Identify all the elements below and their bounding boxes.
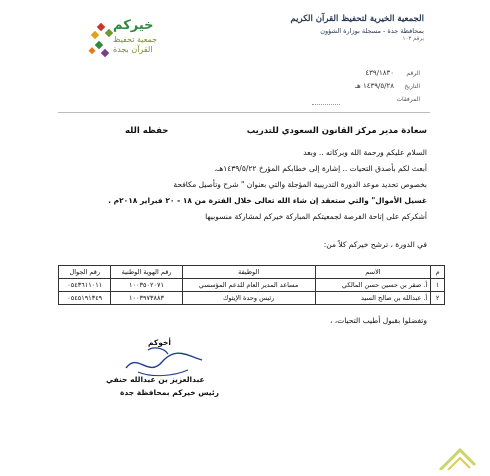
decorative-corner-icon	[420, 420, 480, 470]
letter-date: ١٤٣٩/٥/٢٨ هـ	[354, 82, 394, 90]
addressee: سعادة مدير مركز القانون السعودي للتدريب	[246, 126, 427, 136]
body-line-4: أشكركم على إتاحة الفرصة لجمعيتكم المباركة خيركم لمشاركة منسوبيها	[205, 212, 427, 221]
logo-subtitle-1: جمعية تحفيظ	[113, 35, 158, 44]
col-mobile: رقم الجوال	[59, 266, 111, 279]
cell-position: مساعد المدير العام للدعم المؤسسي	[182, 279, 315, 292]
cell-index: ٢	[431, 292, 445, 305]
attachments-label: المرفقات	[396, 96, 420, 103]
org-registration: برقم ١٠٣	[402, 36, 424, 42]
ref-label: الرقم	[406, 70, 420, 77]
cell-position: رئيس وحدة الإيثوك	[182, 292, 315, 305]
greeting: السلام عليكم ورحمة الله وبركاته .. وبعد	[303, 148, 427, 157]
logo-name: خيركم	[113, 18, 154, 33]
body-line-5: في الدورة ، ترشح خيركم كلاً من:	[323, 240, 427, 249]
signatory-name: عبدالعزيز بن عبدالله حنفي	[106, 375, 205, 384]
closing-line: وتفضلوا بقبول أطيب التحيات، ،	[329, 316, 427, 325]
ref-number: ٤٣٩/١٨٣٠	[365, 69, 394, 77]
col-name: الاسم	[315, 266, 431, 279]
body-line-1: أبعث لكم بأصدق التحيات .. إشارة إلى خطابكم المؤرخ ١٤٣٩/٥/٢٢هـ،	[214, 164, 427, 173]
cell-name: أ. عبدالله بن صالح السيد	[315, 292, 431, 305]
cell-national-id: ١٠٠٣٥٠٢٠٧١	[111, 279, 182, 292]
cell-mobile: ٠٥٤٥١٩١٣٤٩	[59, 292, 111, 305]
table-row	[59, 292, 445, 305]
org-subline: بمحافظة جدة - مسجلة بوزارة الشؤون	[320, 27, 424, 35]
header-divider	[58, 112, 430, 113]
col-index: م	[431, 266, 445, 279]
table-header-row	[59, 266, 445, 279]
cell-index: ١	[431, 279, 445, 292]
signatory-title: رئيس خيركم بمحافظة جدة	[120, 388, 220, 397]
signature-label: أخوكم	[148, 338, 171, 347]
cell-mobile: ٠٥٤٣٦١١٠١١	[59, 279, 111, 292]
honorific: حفظه الله	[125, 126, 169, 136]
date-label: التاريخ	[404, 83, 420, 90]
col-national-id: رقم الهوية الوطنية	[111, 266, 182, 279]
nominees-table	[58, 265, 445, 305]
cell-name: أ. صقر بن حسين حسن المالكي	[315, 279, 431, 292]
org-name: الجمعية الخيرية لتحفيظ القرآن الكريم	[290, 14, 424, 24]
body-line-2: بخصوص تحديد موعد الدورة التدريبية المؤجلة والتي بعنوان " شرح وتأصيل مكافحة	[173, 180, 427, 189]
cell-national-id: ١٠٠٣٩٧٣٨٨٣	[111, 292, 182, 305]
body-line-3: غسيل الأموال" والتي ستعقد إن شاء الله تعالى خلال الفترة من ١٨ - ٢٠ فبراير ٢٠١٨م .	[108, 196, 427, 205]
table-row	[59, 279, 445, 292]
logo-subtitle-2: القرآن بجدة	[113, 45, 153, 54]
attachments-value-line	[312, 104, 340, 105]
col-position: الوظيفة	[182, 266, 315, 279]
